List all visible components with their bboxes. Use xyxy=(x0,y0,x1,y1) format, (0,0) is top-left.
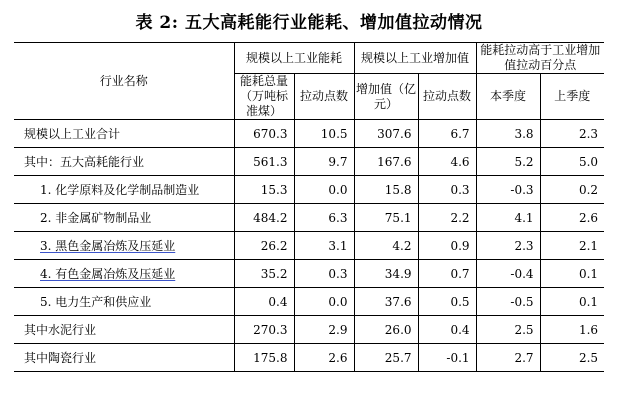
cell-last-quarter: 2.3 xyxy=(540,120,604,148)
energy-table xyxy=(14,42,604,372)
cell-this-quarter: -0.3 xyxy=(476,176,540,204)
cell-last-quarter: 5.0 xyxy=(540,148,604,176)
cell-last-quarter: 0.1 xyxy=(540,288,604,316)
cell-energy: 270.3 xyxy=(234,316,294,344)
header-industry: 行业名称 xyxy=(14,43,234,120)
row-name: 2. 非金属矿物制品业 xyxy=(14,204,234,232)
cell-energy: 15.3 xyxy=(234,176,294,204)
header-value-pull: 拉动点数 xyxy=(418,74,476,120)
header-value-group: 规模以上工业增加值 xyxy=(354,43,476,74)
cell-value-pull: 0.7 xyxy=(418,260,476,288)
cell-value-pull: 0.5 xyxy=(418,288,476,316)
table-title: 表 2: 五大高耗能行业能耗、增加值拉动情况 xyxy=(135,13,483,33)
cell-value-pull: 0.9 xyxy=(418,232,476,260)
table-row xyxy=(14,120,604,148)
cell-energy: 0.4 xyxy=(234,288,294,316)
cell-energy-pull: 10.5 xyxy=(294,120,354,148)
cell-value-pull: 2.2 xyxy=(418,204,476,232)
row-name: 其中陶瓷行业 xyxy=(14,344,234,372)
cell-value-pull: 0.4 xyxy=(418,316,476,344)
header-this-quarter: 本季度 xyxy=(476,74,540,120)
cell-last-quarter: 2.5 xyxy=(540,344,604,372)
cell-value: 37.6 xyxy=(354,288,418,316)
row-name: 规模以上工业合计 xyxy=(14,120,234,148)
header-energy-total: 能耗总量（万吨标准煤） xyxy=(234,74,294,120)
cell-this-quarter: 5.2 xyxy=(476,148,540,176)
cell-this-quarter: -0.4 xyxy=(476,260,540,288)
cell-last-quarter: 1.6 xyxy=(540,316,604,344)
header-value-added: 增加值（亿元） xyxy=(354,74,418,120)
table-row xyxy=(14,344,604,372)
header-last-quarter: 上季度 xyxy=(540,74,604,120)
cell-last-quarter: 2.6 xyxy=(540,204,604,232)
cell-this-quarter: 4.1 xyxy=(476,204,540,232)
cell-this-quarter: -0.5 xyxy=(476,288,540,316)
header-pull-group: 能耗拉动高于工业增加值拉动百分点 xyxy=(476,43,604,74)
cell-value-pull: -0.1 xyxy=(418,344,476,372)
cell-energy-pull: 2.9 xyxy=(294,316,354,344)
row-name-text: 4. 有色金属冶炼及压延业 xyxy=(40,267,176,281)
cell-energy: 35.2 xyxy=(234,260,294,288)
cell-last-quarter: 0.2 xyxy=(540,176,604,204)
cell-value: 307.6 xyxy=(354,120,418,148)
cell-energy-pull: 2.6 xyxy=(294,344,354,372)
cell-value: 4.2 xyxy=(354,232,418,260)
table-row xyxy=(14,148,604,176)
row-name: 其中水泥行业 xyxy=(14,316,234,344)
cell-energy: 175.8 xyxy=(234,344,294,372)
cell-energy-pull: 3.1 xyxy=(294,232,354,260)
row-name: 1. 化学原料及化学制品制造业 xyxy=(14,176,234,204)
cell-this-quarter: 2.7 xyxy=(476,344,540,372)
cell-energy: 484.2 xyxy=(234,204,294,232)
cell-energy-pull: 6.3 xyxy=(294,204,354,232)
cell-energy: 561.3 xyxy=(234,148,294,176)
cell-value: 34.9 xyxy=(354,260,418,288)
table-row xyxy=(14,260,604,288)
table-row xyxy=(14,204,604,232)
cell-energy-pull: 9.7 xyxy=(294,148,354,176)
cell-this-quarter: 2.5 xyxy=(476,316,540,344)
table-row xyxy=(14,176,604,204)
cell-value: 75.1 xyxy=(354,204,418,232)
row-name: 5. 电力生产和供应业 xyxy=(14,288,234,316)
table-row xyxy=(14,232,604,260)
cell-value: 15.8 xyxy=(354,176,418,204)
cell-energy-pull: 0.3 xyxy=(294,260,354,288)
table-row xyxy=(14,288,604,316)
header-energy-group: 规模以上工业能耗 xyxy=(234,43,354,74)
cell-last-quarter: 2.1 xyxy=(540,232,604,260)
cell-value-pull: 0.3 xyxy=(418,176,476,204)
cell-energy-pull: 0.0 xyxy=(294,176,354,204)
row-name xyxy=(14,232,234,260)
row-name-text: 3. 黑色金属冶炼及压延业 xyxy=(40,239,176,253)
row-name xyxy=(14,260,234,288)
table-row xyxy=(14,316,604,344)
cell-value: 167.6 xyxy=(354,148,418,176)
cell-this-quarter: 3.8 xyxy=(476,120,540,148)
header-energy-pull: 拉动点数 xyxy=(294,74,354,120)
cell-value-pull: 4.6 xyxy=(418,148,476,176)
cell-value: 25.7 xyxy=(354,344,418,372)
cell-energy: 670.3 xyxy=(234,120,294,148)
cell-this-quarter: 2.3 xyxy=(476,232,540,260)
row-name: 其中：五大高耗能行业 xyxy=(14,148,234,176)
cell-value-pull: 6.7 xyxy=(418,120,476,148)
cell-energy: 26.2 xyxy=(234,232,294,260)
cell-value: 26.0 xyxy=(354,316,418,344)
cell-last-quarter: 0.1 xyxy=(540,260,604,288)
cell-energy-pull: 0.0 xyxy=(294,288,354,316)
